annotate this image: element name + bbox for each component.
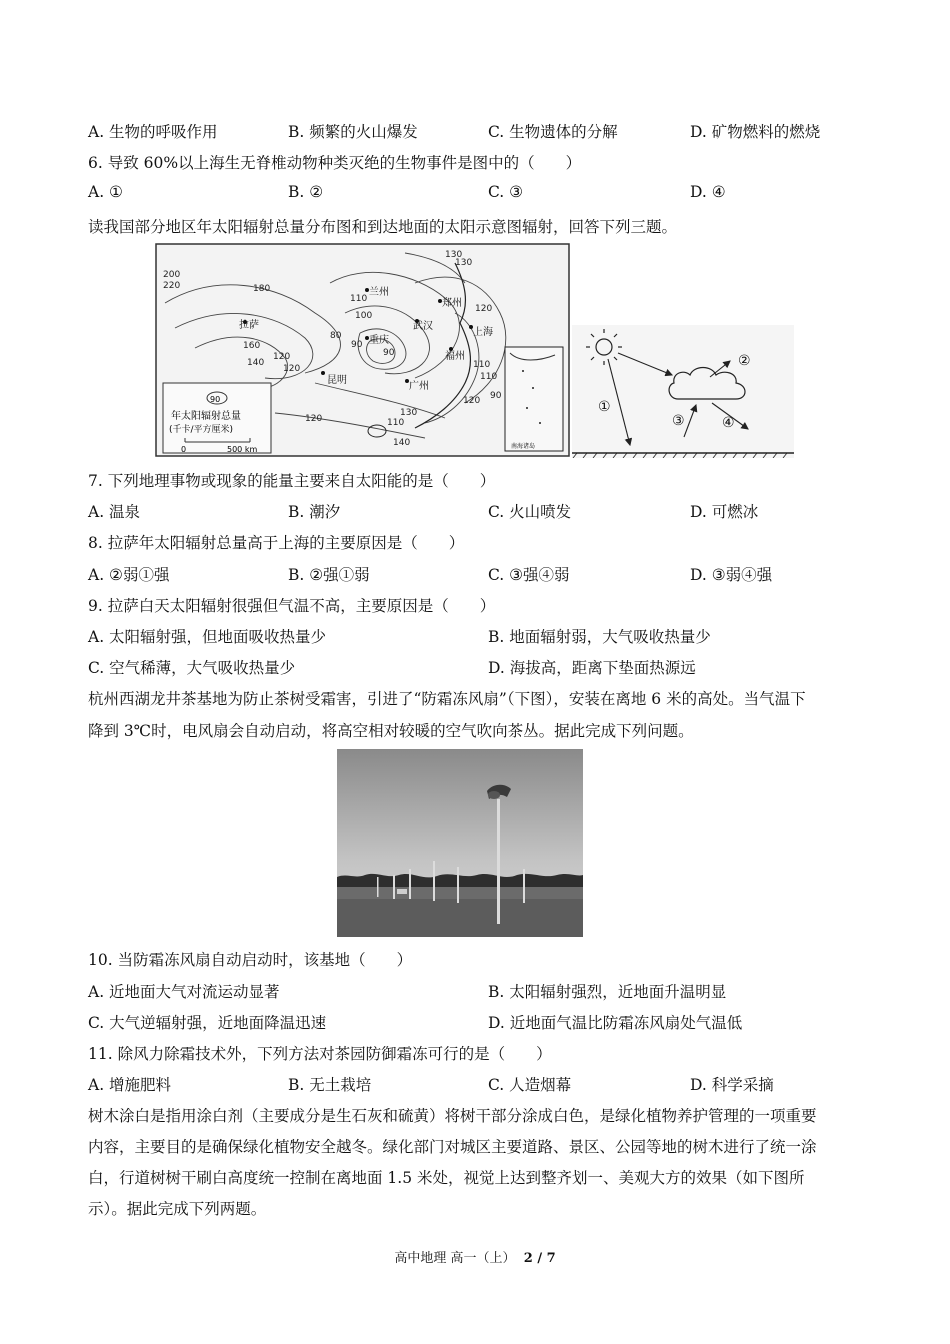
city-shanghai: 上海 <box>473 327 493 338</box>
q11-option-d: D. 科学采摘 <box>690 1076 774 1094</box>
q6-option-c: C. ③ <box>488 183 524 201</box>
q10-option-d: D. 近地面气温比防霜冻风扇处气温低 <box>488 1014 743 1032</box>
q11-option-b: B. 无土栽培 <box>288 1076 372 1094</box>
legend-unit: (千卡/平方厘米) <box>169 425 234 435</box>
q8-stem: 8. 拉萨年太阳辐射总量高于上海的主要原因是（ ） <box>88 534 465 552</box>
q7-option-d: D. 可燃冰 <box>690 503 759 521</box>
city-zhengzhou: 郑州 <box>442 298 462 309</box>
q10-stem: 10. 当防霜冻风扇自动启动时，该基地（ ） <box>88 951 413 969</box>
q9-stem: 9. 拉萨白天太阳辐射很强但气温不高，主要原因是（ ） <box>88 597 496 615</box>
q6-option-a: A. ① <box>88 183 123 201</box>
legend-title: 年太阳辐射总量 <box>171 411 241 422</box>
radiation-diagram <box>572 325 794 458</box>
intro-solar: 读我国部分地区年太阳辐射总量分布图和到达地面的太阳示意图辐射，回答下列三题。 <box>88 218 678 236</box>
q5-option-d: D. 矿物燃料的燃烧 <box>690 123 821 141</box>
q9-option-a: A. 太阳辐射强，但地面吸收热量少 <box>88 628 327 646</box>
city-lhasa: 拉萨 <box>239 320 259 331</box>
svg-text:90: 90 <box>383 348 395 358</box>
footer-subject: 高中地理 高一（上） <box>394 1251 516 1266</box>
q7-stem: 7. 下列地理事物或现象的能量主要来自太阳能的是（ ） <box>88 472 496 490</box>
intro-tree-line-2: 内容，主要目的是确保绿化植物安全越冬。绿化部门对城区主要道路、景区、公园等地的树木进行了统一涂 <box>88 1138 817 1156</box>
city-chongqing: 重庆 <box>369 335 389 346</box>
intro-tree-line-4: 示）。据此完成下列两题。 <box>88 1200 267 1218</box>
q6-option-b: B. ② <box>288 183 324 201</box>
svg-text:160: 160 <box>243 341 261 351</box>
q9-option-d: D. 海拔高，距离下垫面热源远 <box>488 659 696 677</box>
q10-option-a: A. 近地面大气对流运动显著 <box>88 983 280 1001</box>
label-3: ③ <box>672 413 685 429</box>
svg-text:110: 110 <box>473 360 491 370</box>
q8-option-b: B. ②强①弱 <box>288 566 370 584</box>
svg-text:200: 200 <box>163 270 181 280</box>
city-lanzhou: 兰州 <box>369 287 389 298</box>
svg-text:120: 120 <box>273 352 291 362</box>
q5-option-b: B. 频繁的火山爆发 <box>288 123 418 141</box>
svg-text:140: 140 <box>247 358 265 368</box>
legend-value: 90 <box>210 395 221 404</box>
svg-text:110: 110 <box>387 418 405 428</box>
label-2: ② <box>738 353 751 369</box>
q6-option-d: D. ④ <box>690 183 726 201</box>
city-guangzhou: 广州 <box>409 381 429 392</box>
svg-text:110: 110 <box>480 372 498 382</box>
svg-text:120: 120 <box>475 304 493 314</box>
svg-text:140: 140 <box>393 438 411 448</box>
q9-option-b: B. 地面辐射弱，大气吸收热量少 <box>488 628 711 646</box>
svg-text:120: 120 <box>305 414 323 424</box>
label-1: ① <box>598 399 611 415</box>
svg-text:130: 130 <box>400 408 418 418</box>
q5-option-c: C. 生物遗体的分解 <box>488 123 618 141</box>
city-fuzhou: 福州 <box>445 351 465 362</box>
inset-caption: 南海诸岛 <box>511 443 536 450</box>
footer-page-number: 2 / 7 <box>523 1251 556 1266</box>
q10-option-b: B. 太阳辐射强烈，近地面升温明显 <box>488 983 727 1001</box>
svg-text:220: 220 <box>163 281 181 291</box>
scale-end: 500 km <box>227 445 258 454</box>
svg-text:120: 120 <box>283 364 301 374</box>
q11-option-a: A. 增施肥料 <box>88 1076 172 1094</box>
svg-text:180: 180 <box>253 284 271 294</box>
intro-tree-line-3: 白，行道树树干刷白高度统一控制在离地面 1.5 米处，视觉上达到整齐划一、美观大方的效果（如下图所 <box>88 1169 805 1187</box>
q6-stem: 6. 导致 60%以上海生无脊椎动物种类灭绝的生物事件是图中的（ ） <box>88 154 582 172</box>
intro-tree-line-1: 树木涂白是指用涂白剂（主要成分是生石灰和硫黄）将树干部分涂成白色，是绿化植物养护管理的一项重要 <box>88 1107 817 1125</box>
q7-option-b: B. 潮汐 <box>288 503 341 521</box>
q10-option-c: C. 大气逆辐射强，近地面降温迅速 <box>88 1014 327 1032</box>
intro-fan-line-2: 降到 3℃时，电风扇会自动启动，将高空相对较暖的空气吹向茶丛。据此完成下列问题。 <box>88 722 694 740</box>
frost-fan-photo <box>337 749 583 937</box>
q7-option-a: A. 温泉 <box>88 503 141 521</box>
q7-option-c: C. 火山喷发 <box>488 503 572 521</box>
q8-option-c: C. ③强④弱 <box>488 566 570 584</box>
city-kunming: 昆明 <box>327 375 347 386</box>
q8-option-d: D. ③弱④强 <box>690 566 773 584</box>
svg-text:90: 90 <box>351 340 363 350</box>
svg-text:110: 110 <box>350 294 368 304</box>
scale-start: 0 <box>181 445 187 454</box>
page-footer <box>0 1247 950 1266</box>
svg-text:100: 100 <box>355 311 373 321</box>
solar-radiation-map <box>155 243 570 457</box>
q11-option-c: C. 人造烟幕 <box>488 1076 572 1094</box>
intro-fan-line-1: 杭州西湖龙井茶基地为防止茶树受霜害，引进了“防霜冻风扇”（下图），安装在离地 6 米的高处。当气温下 <box>88 690 806 708</box>
svg-text:130: 130 <box>445 250 463 260</box>
city-wuhan: 武汉 <box>413 321 433 332</box>
q5-option-a: A. 生物的呼吸作用 <box>88 123 218 141</box>
svg-text:80: 80 <box>330 331 342 341</box>
svg-text:120: 120 <box>463 396 481 406</box>
label-4: ④ <box>722 415 735 431</box>
q9-option-c: C. 空气稀薄，大气吸收热量少 <box>88 659 296 677</box>
q8-option-a: A. ②弱①强 <box>88 566 170 584</box>
svg-text:90: 90 <box>490 391 502 401</box>
svg-text:130: 130 <box>455 258 473 268</box>
q11-stem: 11. 除风力除霜技术外，下列方法对茶园防御霜冻可行的是（ ） <box>88 1045 552 1063</box>
